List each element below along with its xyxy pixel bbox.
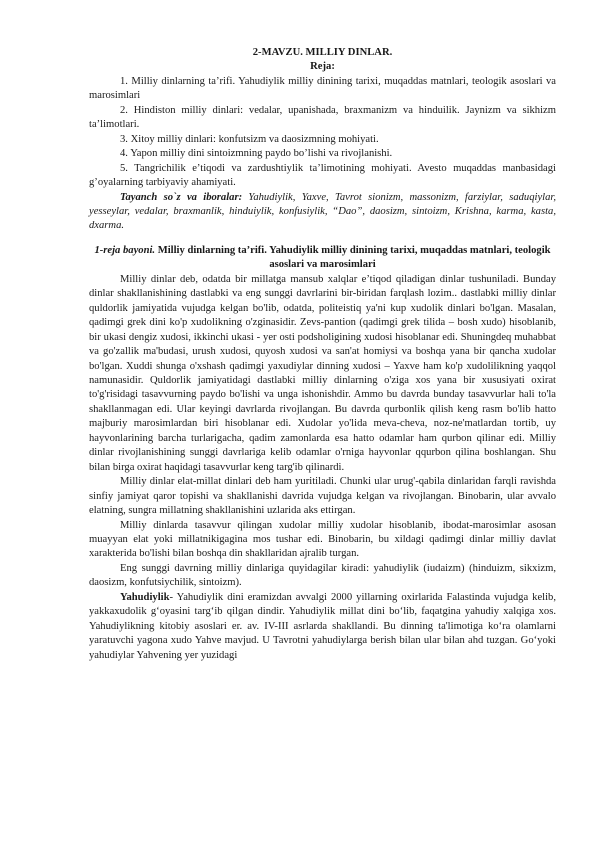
keywords-label: Tayanch so`z va iboralar:	[120, 191, 243, 203]
body-paragraph-text: - Yahudiylik dini eramizdan avvalgi 2000 yillarning oxirlarida Falastinda vujudga kelib, yakkaxudolik g‘oyasini targ‘ib qilgan dindir. Yahudiylik millat dini bo‘lib, faqatgina yahudiy xalqiga xos. Yahudiylikning kitobiy asoslari er. av. IV-III asrlarda shakllandi. Bu dinning ta'limotiga ko‘ra olamlarni yaratuvchi yagona xudo Yahve mavjud. U Tavrotni yahudiylarga berish bilan ular bilan ahd tuzgan. Go‘yoki yahudiylar Yahvening yer yuzidagi	[89, 591, 556, 661]
section-heading-title: Milliy dinlarning ta’rifi. Yahudiylik milliy dinining tarixi, muqaddas matnlari, teologik asoslari va marosimlari	[155, 244, 551, 271]
body-paragraph: Milliy dinlar deb, odatda bir millatga mansub xalqlar e’tiqod qiladigan dinlar tushuniladi. Bunday dinlar shakllanishining dastlabki va eng sunggi davrlarini bir-biridan farqlash lozim.. dastlabki milliy dinlar quldorlik jamiyatida vujudga kelgan bo'lib, odatda, politeistiq ya'ni kup xudolik dinlari bo'lgan. Masalan, qadimgi grek dini ko'p xudolikning o'zginasidir. Zevs-pantion (qadimgi grek tilida – bosh xudo) hisoblanib, bir ukasi dengiz xudosi, ikkinchi ukasi - yer osti podsholigining xudosi hisoblanar edi. Shuningdeq muhabbat va go'zallik ma'budasi, urush xudosi, quyosh xudosi va san'at homiysi va boshqa yana bir qancha xudolar bo'lgan. Xuddi shunga o'xshash qadimgi yaxudiylar dinning xudosi – Yaxve ham ko'p xudolilikning yaqqol namunasidir. Quldorlik jamiyatidagi dastlabki milliy dinlarning o'ziga xos yana bir xususiyati oxirat to'g'risidagi tasavvurning paydo bo'lishi va unga ishonishdir. Ammo bu davrda bunday tasavvurlar hali to'la shakllanmagan edi. Ular keyingi davrlarda rivojlangan. Bu davrda qurbonlik qilish keng rasm bo'lib hatto majburiy marosimlardan biri hisoblanar edi. Xudolar yo'lida meva-cheva, noz-ne'matlardan tortib, uy hayvonlarining barcha turlarigacha, qadim zamonlarda esa hatto odamlar ham qurbon qilinar edi. Milliy dinlar rivojlanishining sunggi davrlariga kelib odamlar o'rniga hayvonlar qqurbon qilina boshlangan. Shu bilan birga oxirat haqidagi tasavvurlar keng targ'ib qilinardi.	[89, 273, 556, 473]
body-paragraph: Milliy dinlar elat-millat dinlari deb ham yuritiladi. Chunki ular urug'-qabila dinlaridan farqli ravishda sinfiy jamiyat qaror topishi va shakllanishi davrida vujudga kelgan va rivojlangan. Binobarin, ular avvalo elatning, sungra millatning shakllanishini uzlarida aks ettirgan.	[89, 476, 556, 517]
plan-item: 1. Milliy dinlarning ta’rifi. Yahudiylik milliy dinining tarixi, muqaddas matnlari, teologik asoslari va marosimlari	[89, 75, 556, 102]
spacer	[89, 234, 556, 244]
document-body	[89, 46, 556, 663]
topic-title: 2-MAVZU. MILLIY DINLAR.	[252, 47, 393, 58]
section-heading-label: 1-reja bayoni.	[94, 244, 156, 256]
keywords-paragraph	[89, 191, 556, 234]
plan-item: 4. Yapon milliy dini sintoizmning paydo bo’lishi va rivojlanishi.	[120, 148, 393, 160]
plan-item: 5. Tangrichilik e’tiqodi va zardushtiylik ta’limotining mohiyati. Avesto muqaddas manbasidagi g’oyalarning tarbiyaviy ahamiyati.	[89, 162, 556, 189]
body-paragraph: Milliy dinlarda tasavvur qilingan xudolar milliy xudolar hisoblanib, ibodat-marosimlar asosan muayyan elat yoki millatnikigagina mos tushar edi. Binobarin, bu xildagi qadimgi dinlar milliy davlat xarakterida bo'lishi bilan boshqa din shakllaridan ajralib turgan.	[89, 519, 556, 560]
body-paragraph	[89, 591, 556, 663]
term-yahudiylik: Yahudiylik	[120, 591, 170, 603]
plan-item: 2. Hindiston milliy dinlari: vedalar, upanishada, braxmanizm va hinduilik. Jaynizm va sikhizm ta’limotlari.	[89, 104, 556, 131]
plan-item: 3. Xitoy milliy dinlari: konfutsizm va daosizmning mohiyati.	[120, 133, 379, 145]
section-heading	[89, 244, 556, 273]
plan-label: Reja:	[310, 61, 335, 73]
keywords-text: Yahudiylik, Yaxve, Tavrot sionizm, massonizm, farziylar, saduqiylar, yesseylar, vedalar, braxmanlik, hinduiylik, konfusiylik, “Dao”, daosizm, sintoizm, Krishna, karma, kasta, dxarma.	[89, 191, 556, 232]
plan-list	[89, 75, 556, 191]
body-paragraph: Eng sunggi davrning milliy dinlariga quyidagilar kiradi: yahudiylik (iudaizm) (hinduizm, sikxizm, daosizm, konfutsiychilik, sintoizm).	[89, 562, 556, 589]
